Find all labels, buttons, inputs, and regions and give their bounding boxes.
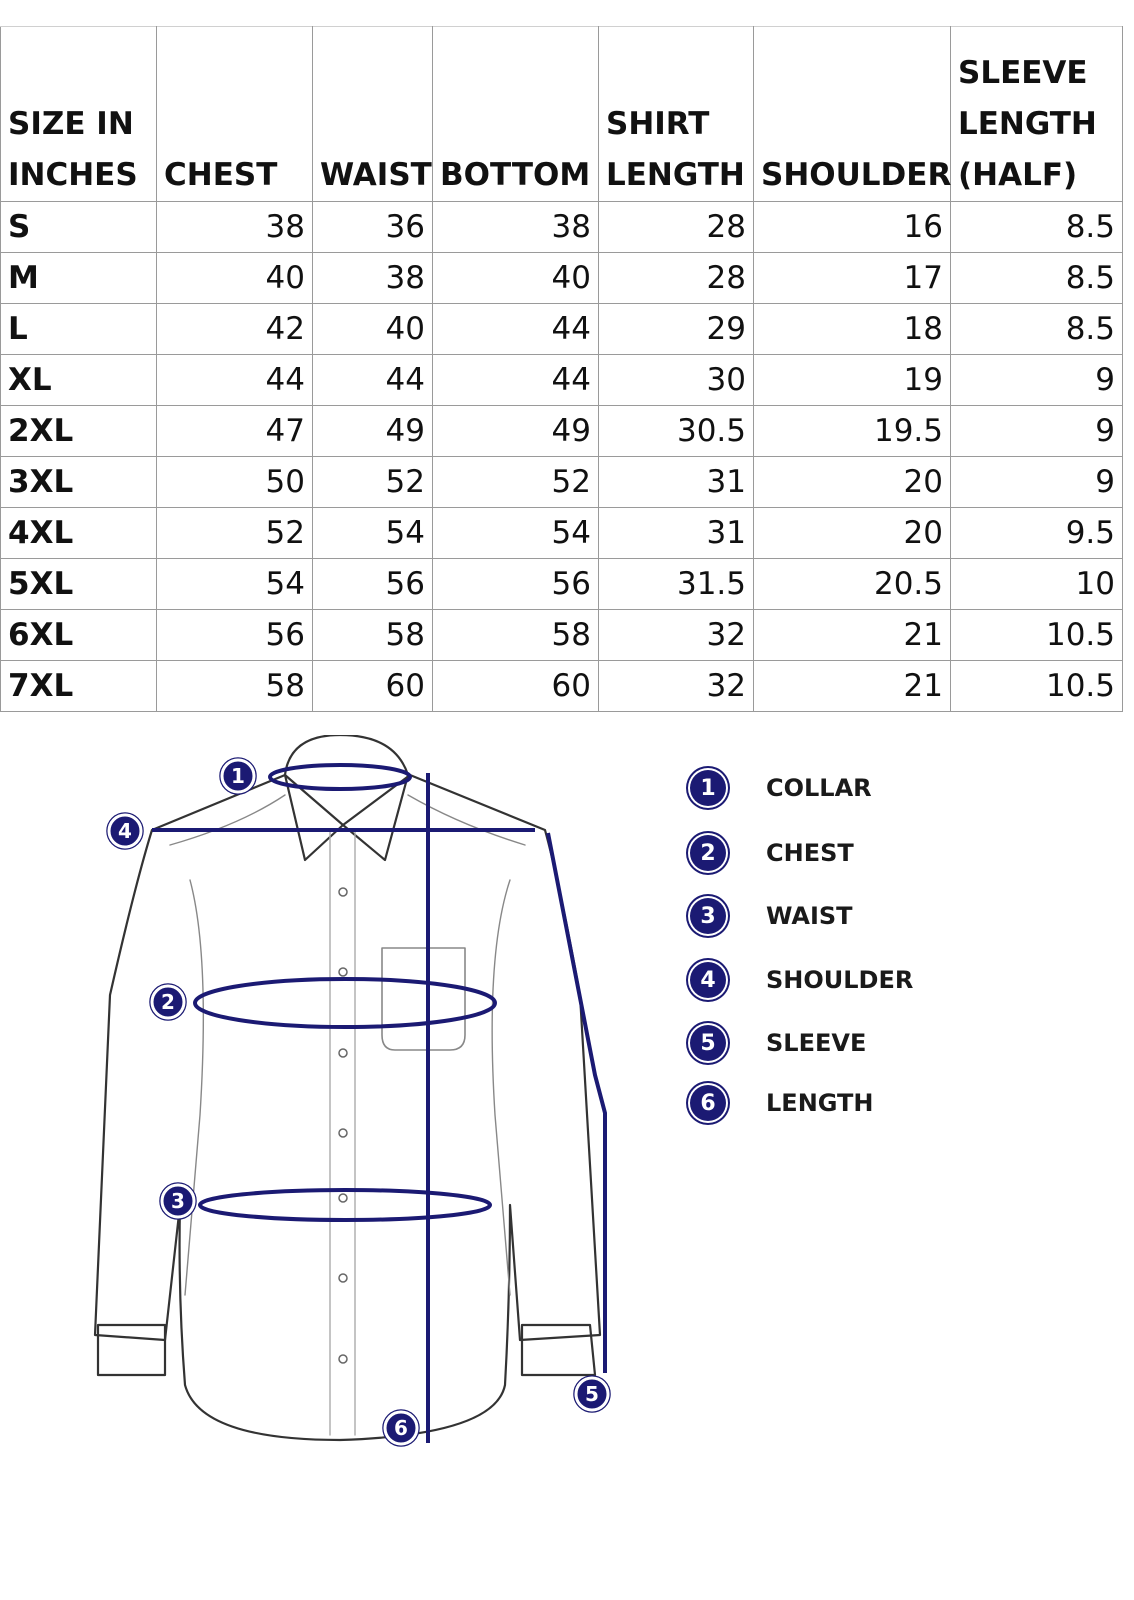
pocket [382,948,465,1050]
measurement-cell: 50 [157,457,313,508]
column-header [951,27,1123,202]
column-header-line: (HALF) [958,157,1078,193]
measurement-cell: 47 [157,406,313,457]
measurement-cell: 60 [433,661,599,712]
measurement-cell: 9 [951,457,1123,508]
measurement-cell: 31 [599,508,754,559]
size-label: 3XL [1,457,157,508]
measurement-cell: 18 [754,304,951,355]
legend-number-badge: 2 [690,835,726,871]
measurement-cell: 8.5 [951,304,1123,355]
legend-number-badge: 6 [690,1085,726,1121]
column-header-line: LENGTH [958,106,1097,142]
legend-number-badge: 5 [690,1025,726,1061]
measurement-cell: 40 [433,253,599,304]
measurement-cell: 28 [599,253,754,304]
column-header-line: INCHES [8,157,138,193]
measurement-cell: 17 [754,253,951,304]
table-row [1,355,1123,406]
size-label: 2XL [1,406,157,457]
column-header-line: SIZE IN [8,106,134,142]
size-label: 5XL [1,559,157,610]
size-label: XL [1,355,157,406]
table-header-row [1,27,1123,202]
measurement-cell: 29 [599,304,754,355]
measurement-cell: 44 [433,304,599,355]
table-row [1,559,1123,610]
measurement-cell: 20.5 [754,559,951,610]
measurement-cell: 20 [754,457,951,508]
measurement-cell: 38 [433,202,599,253]
measurement-cell: 31.5 [599,559,754,610]
diagram-marker-number: 4 [118,819,132,843]
diagram-marker-2 [150,984,186,1020]
size-chart-table [0,26,1123,712]
size-label: 4XL [1,508,157,559]
measurement-cell: 44 [157,355,313,406]
legend-label: COLLAR [766,774,872,802]
legend-item [690,768,872,808]
measurement-cell: 54 [433,508,599,559]
column-header-line: BOTTOM [440,157,591,193]
size-label: 7XL [1,661,157,712]
measurement-cell: 9 [951,355,1123,406]
measurement-cell: 32 [599,661,754,712]
measurement-cell: 30 [599,355,754,406]
measurement-cell: 38 [157,202,313,253]
column-header-line: SLEEVE [958,55,1088,91]
collar-measure-line [270,765,410,789]
measurement-cell: 36 [313,202,433,253]
legend-item [690,833,854,873]
legend-label: WAIST [766,902,853,930]
table-row [1,457,1123,508]
measurement-cell: 52 [433,457,599,508]
measurement-cell: 49 [433,406,599,457]
measurement-cell: 21 [754,661,951,712]
column-header-line: SHIRT [606,106,710,142]
diagram-marker-number: 5 [585,1382,599,1406]
legend-item [690,896,853,936]
diagram-marker-number: 6 [394,1416,408,1440]
table-row [1,661,1123,712]
measurement-cell: 44 [433,355,599,406]
legend-label: LENGTH [766,1089,874,1117]
measurement-cell: 40 [157,253,313,304]
measurement-cell: 21 [754,610,951,661]
column-header [1,27,157,202]
measurement-cell: 20 [754,508,951,559]
measurement-cell: 10.5 [951,610,1123,661]
shirt-measurement-diagram [90,735,650,1480]
legend-item [690,960,913,1000]
legend-number-badge: 3 [690,898,726,934]
measurement-cell: 19 [754,355,951,406]
measurement-cell: 9.5 [951,508,1123,559]
column-header [157,27,313,202]
measurement-cell: 56 [157,610,313,661]
legend-label: CHEST [766,839,854,867]
table-row [1,508,1123,559]
column-header-line: CHEST [164,157,278,193]
measurement-cell: 56 [433,559,599,610]
legend-label: SHOULDER [766,966,914,994]
diagram-marker-5 [574,1376,610,1412]
left-cuff [98,1325,165,1375]
measurement-cell: 54 [313,508,433,559]
size-label: S [1,202,157,253]
diagram-marker-number: 2 [161,990,175,1014]
measurement-cell: 38 [313,253,433,304]
table-row [1,406,1123,457]
measurement-cell: 49 [313,406,433,457]
measurement-cell: 32 [599,610,754,661]
legend-label: SLEEVE [766,1029,867,1057]
size-label: M [1,253,157,304]
measurement-cell: 60 [313,661,433,712]
measurement-cell: 19.5 [754,406,951,457]
measurement-cell: 10 [951,559,1123,610]
column-header [433,27,599,202]
diagram-marker-number: 1 [231,764,245,788]
measurement-cell: 44 [313,355,433,406]
column-header-line: LENGTH [606,157,745,193]
table-row [1,253,1123,304]
measurement-cell: 28 [599,202,754,253]
measurement-cell: 58 [313,610,433,661]
legend-number-badge: 4 [690,962,726,998]
column-header-line: WAIST [320,157,432,193]
table-body [1,202,1123,712]
measurement-cell: 8.5 [951,253,1123,304]
measurement-cell: 30.5 [599,406,754,457]
size-label: 6XL [1,610,157,661]
table-row [1,304,1123,355]
right-cuff [522,1325,595,1375]
measurement-cell: 40 [313,304,433,355]
measurement-cell: 56 [313,559,433,610]
table-row [1,610,1123,661]
shirt-outline [95,775,600,1440]
legend-number-badge: 1 [690,770,726,806]
measurement-cell: 9 [951,406,1123,457]
chest-measure-line [195,979,495,1027]
measurement-cell: 10.5 [951,661,1123,712]
measurement-cell: 58 [157,661,313,712]
measurement-cell: 31 [599,457,754,508]
measurement-cell: 58 [433,610,599,661]
measurement-cell: 54 [157,559,313,610]
diagram-marker-4 [107,813,143,849]
measurement-cell: 16 [754,202,951,253]
column-header [754,27,951,202]
diagram-marker-6 [383,1410,419,1446]
legend-item [690,1023,866,1063]
diagram-marker-number: 3 [171,1189,185,1213]
column-header [313,27,433,202]
measurement-cell: 52 [157,508,313,559]
measurement-cell: 42 [157,304,313,355]
diagram-marker-1 [220,758,256,794]
column-header-line: SHOULDER [761,157,952,193]
column-header [599,27,754,202]
diagram-marker-3 [160,1183,196,1219]
buttons [339,888,347,1363]
measurement-cell: 8.5 [951,202,1123,253]
size-label: L [1,304,157,355]
table-row [1,202,1123,253]
legend-item [690,1083,874,1123]
measurement-cell: 52 [313,457,433,508]
